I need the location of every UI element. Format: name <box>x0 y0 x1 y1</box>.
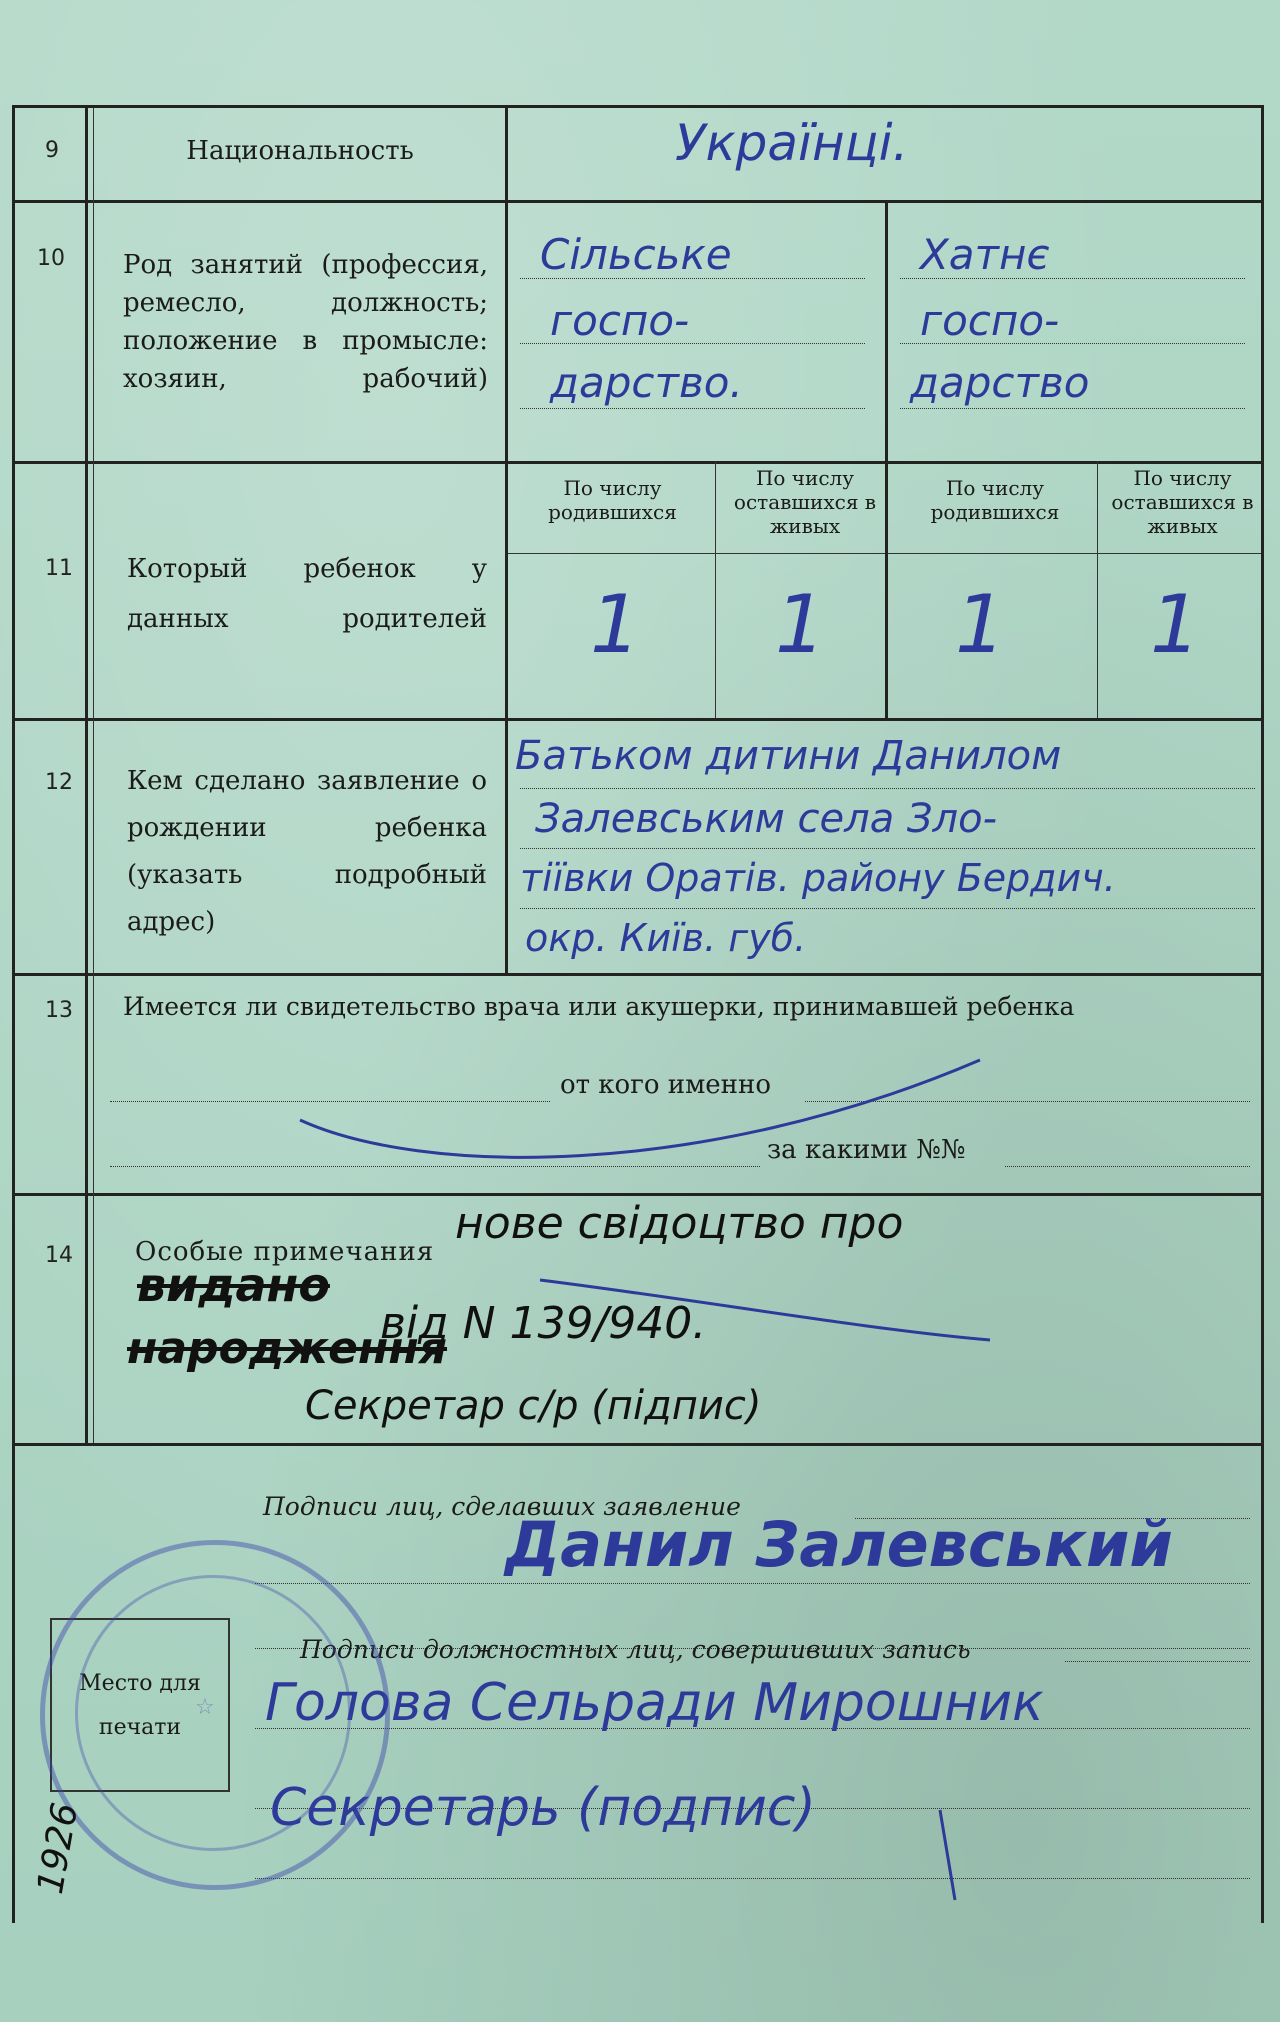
child-count-value: 1 <box>775 578 826 671</box>
child-count-value: 1 <box>955 578 1006 671</box>
father-occupation-line-2: госпо- <box>550 296 690 345</box>
col-header-born: По числу родившихся <box>930 476 1060 524</box>
col-header-alive: По числу оставшихся в живых <box>733 466 877 538</box>
from-whom-label: от кого именно <box>560 1070 771 1100</box>
note-line-2: видано <box>137 1258 330 1312</box>
note-line-4: від N 139/940. <box>380 1298 707 1349</box>
mother-occupation-line-3: дарство <box>910 358 1090 407</box>
child-order-label: Который ребенок у данных родителей <box>127 554 487 634</box>
occupation-label: Род занятий (профессия, ремесло, должность; положение в промысле: хозяин, рабочий) <box>123 250 488 394</box>
secretary-signature: Секретарь (подпис) <box>270 1778 816 1838</box>
seal-label: Место для печати <box>79 1671 201 1740</box>
applicant-signature: Данил Залевський <box>505 1508 1173 1581</box>
applicant-line-4: окр. Київ. губ. <box>525 916 807 960</box>
margin-number: 1926 <box>30 1799 87 1898</box>
applicant-line-3: тіївки Оратів. району Бердич. <box>520 856 1116 900</box>
father-occupation-line-1: Сільське <box>540 230 732 279</box>
row-number-14: 14 <box>45 1243 73 1268</box>
nationality-value: Українці. <box>675 114 909 172</box>
note-line-1: нове свідоцтво про <box>455 1198 904 1249</box>
row-number-12: 12 <box>45 770 73 795</box>
applicants-signatures-label: Подписи лиц, сделавших заявление <box>263 1492 741 1521</box>
stamp-center: ☆ <box>195 1695 215 1720</box>
row-number-13: 13 <box>45 998 73 1023</box>
note-line-5: Секретар с/р (підпис) <box>305 1383 762 1429</box>
child-count-value: 1 <box>590 578 641 671</box>
row-number-10: 10 <box>37 246 65 271</box>
numbers-label: за какими №№ <box>767 1135 966 1165</box>
row-number-9: 9 <box>45 138 59 163</box>
note-line-3: народження <box>127 1323 448 1374</box>
father-occupation-line-3: дарство. <box>550 358 743 407</box>
doctor-certificate-label: Имеется ли свидетельство врача или акушерки, принимавшей ребенка <box>123 992 1075 1021</box>
col-header-born: По числу родившихся <box>548 476 677 524</box>
applicant-label: Кем сделано заявление о рождении ребенка (указать подробный адрес) <box>127 766 487 937</box>
nationality-label: Национальность <box>186 136 414 166</box>
special-notes-label: Особые примечания <box>135 1237 435 1267</box>
head-signature: Голова Сельради Мирошник <box>265 1673 1044 1733</box>
applicant-line-1: Батьком дитини Данилом <box>515 733 1062 779</box>
row-number-11: 11 <box>45 556 73 581</box>
mother-occupation-line-2: госпо- <box>920 296 1060 345</box>
mother-occupation-line-1: Хатнє <box>920 230 1050 279</box>
child-count-value: 1 <box>1150 578 1201 671</box>
applicant-line-2: Залевським села Зло- <box>535 796 998 842</box>
col-header-alive: По числу оставшихся в живых <box>1111 466 1254 538</box>
officials-signatures-label: Подписи должностных лиц, совершивших запись <box>300 1635 971 1664</box>
